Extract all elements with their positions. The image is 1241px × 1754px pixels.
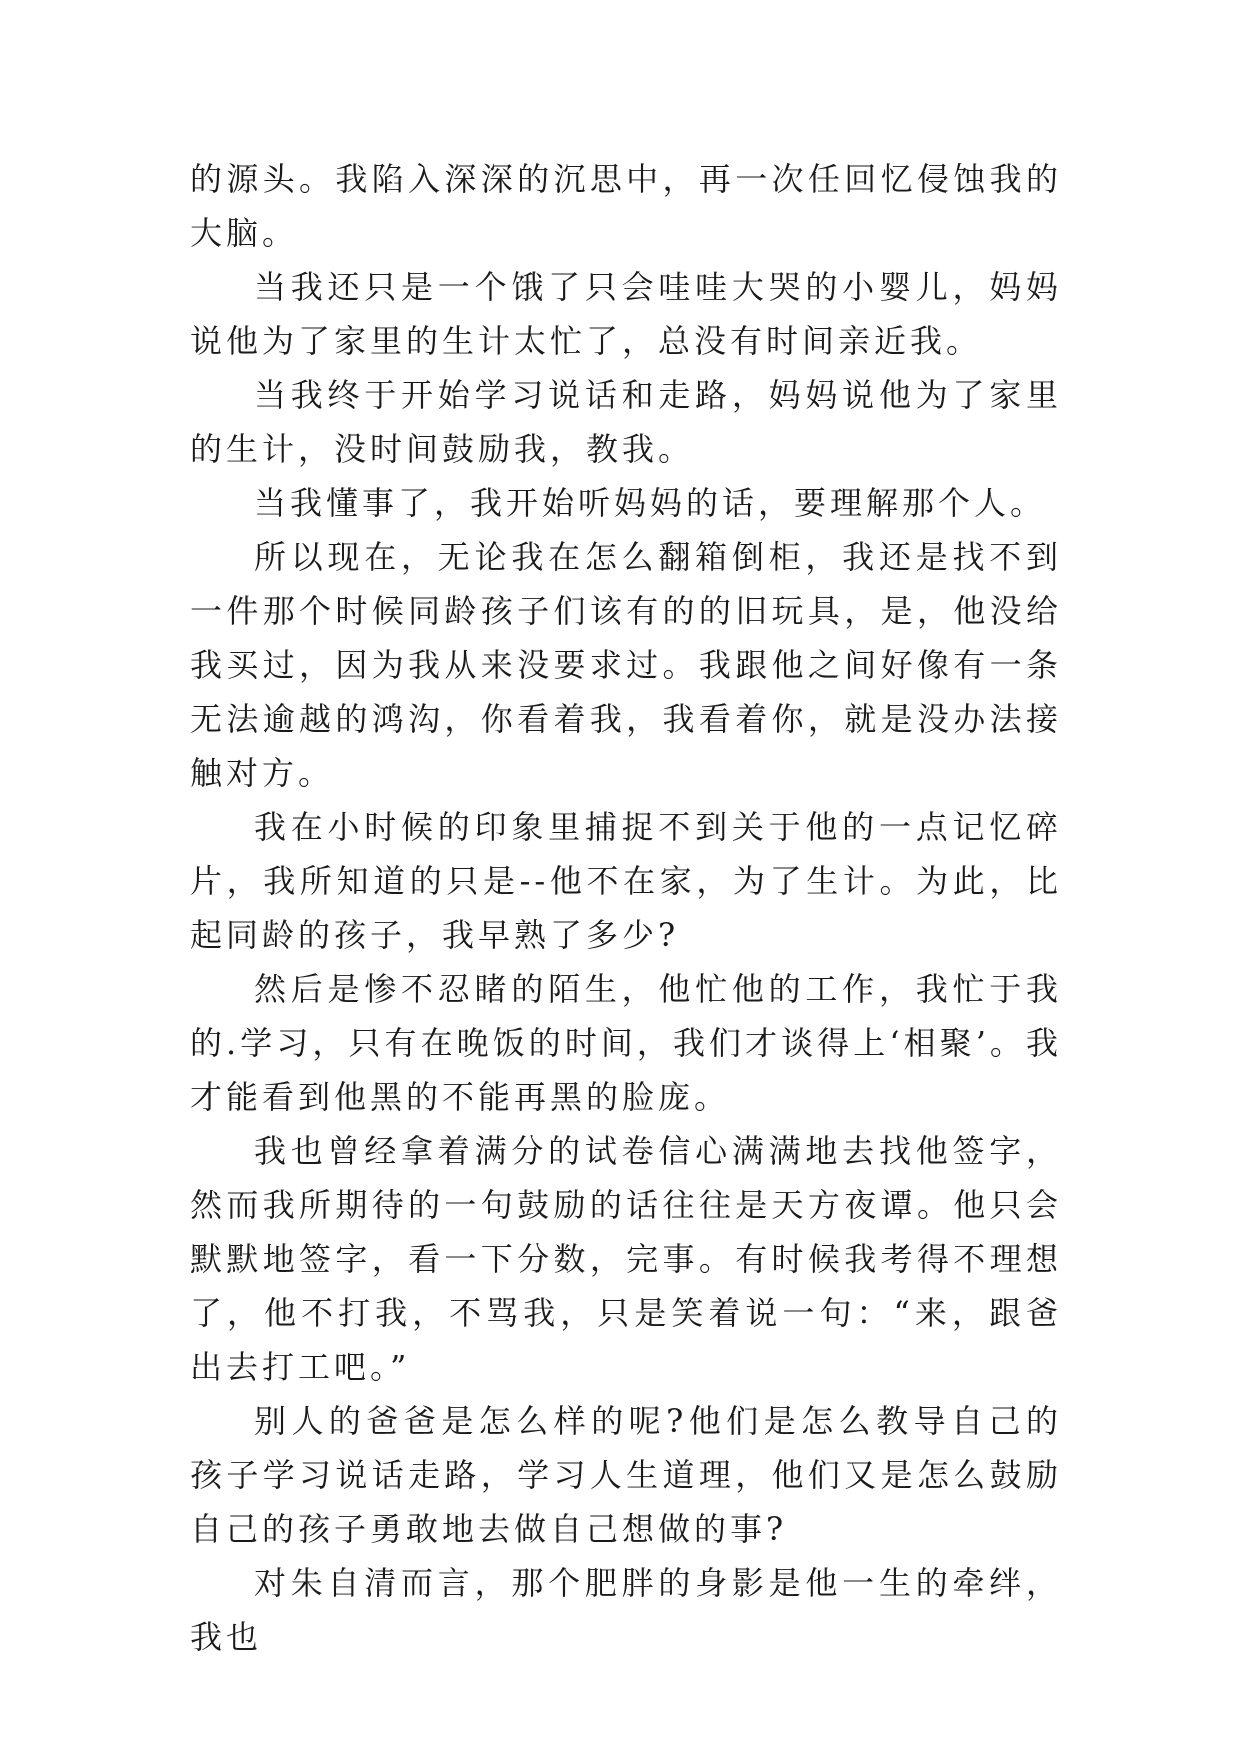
paragraph-3: 当我终于开始学习说话和走路，妈妈说他为了家里的生计，没时间鼓励我，教我。 xyxy=(190,376,1062,468)
paragraph-1: 的源头。我陷入深深的沉思中，再一次任回忆侵蚀我的大脑。 xyxy=(190,160,1062,252)
paragraph-2: 当我还只是一个饿了只会哇哇大哭的小婴儿，妈妈说他为了家里的生计太忙了，总没有时间亲近我。 xyxy=(190,268,1062,360)
paragraph-5: 所以现在，无论我在怎么翻箱倒柜，我还是找不到一件那个时候同龄孩子们该有的的旧玩具，是，他没给我买过，因为我从来没要求过。我跟他之间好像有一条无法逾越的鸿沟，你看着我，我看着你，就是没办法接触对方。 xyxy=(190,538,1062,792)
body-text xyxy=(190,152,1062,1664)
paragraph-7: 然后是惨不忍睹的陌生，他忙他的工作，我忙于我的.学习，只有在晚饭的时间，我们才谈得上‘相聚’。我才能看到他黑的不能再黑的脸庞。 xyxy=(190,970,1062,1116)
paragraph-9: 别人的爸爸是怎么样的呢?他们是怎么教导自己的孩子学习说话走路，学习人生道理，他们又是怎么鼓励自己的孩子勇敢地去做自己想做的事? xyxy=(190,1402,1062,1548)
paragraph-6: 我在小时候的印象里捕捉不到关于他的一点记忆碎片，我所知道的只是--他不在家，为了生计。为此，比起同龄的孩子，我早熟了多少? xyxy=(190,808,1062,954)
paragraph-8: 我也曾经拿着满分的试卷信心满满地去找他签字，然而我所期待的一句鼓励的话往往是天方夜谭。他只会默默地签字，看一下分数，完事。有时候我考得不理想了，他不打我，不骂我，只是笑着说一句：“来，跟爸出去打工吧。” xyxy=(190,1132,1062,1386)
paragraph-10: 对朱自清而言，那个肥胖的身影是他一生的牵绊，我也 xyxy=(190,1564,1062,1656)
paragraph-4: 当我懂事了，我开始听妈妈的话，要理解那个人。 xyxy=(254,484,1047,522)
